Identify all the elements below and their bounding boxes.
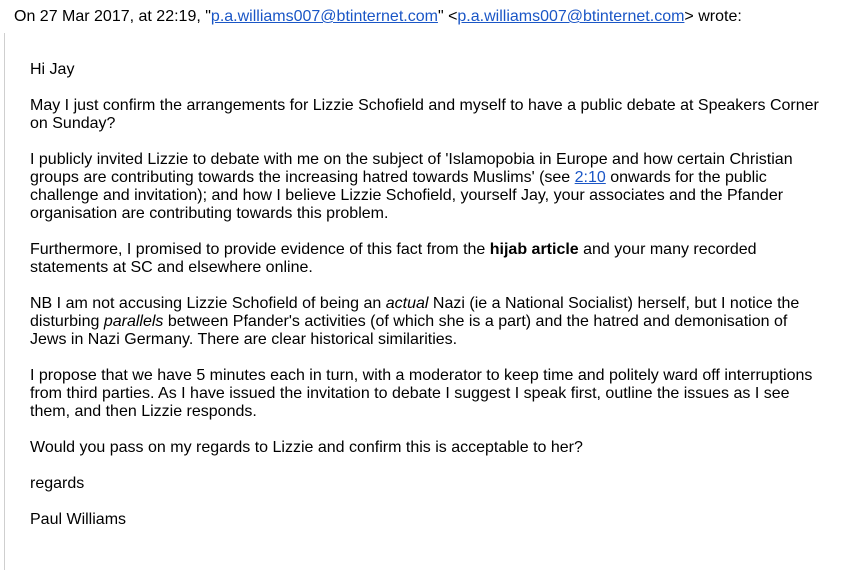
parallels-emphasis: parallels (103, 313, 164, 330)
quoted-message (30, 61, 820, 547)
hijab-article-emphasis: hijab article (489, 241, 579, 258)
nb-text-end: between Pfander's activities (of which she is a part) and the hatred and demonisation of Jews in Nazi Germany. There are clear historical similarities. (30, 313, 788, 348)
greeting: Hi Jay (30, 61, 75, 78)
evidence-text-start: Furthermore, I promised to provide evidence of this fact from the (30, 241, 490, 258)
paragraph-evidence (30, 241, 820, 277)
invitation-text-end: onwards for the public challenge and invitation); and how I believe Lizzie Schofield, yourself Jay, your associates and the Pfander organisation are contributing towards this problem. (30, 169, 784, 222)
paragraph-request: Would you pass on my regards to Lizzie and confirm this is acceptable to her? (30, 439, 583, 456)
quote-attribution (14, 8, 742, 26)
paragraph-invitation (30, 151, 820, 223)
attribution-prefix: On 27 Mar 2017, at 22:19, " (14, 8, 211, 25)
actual-emphasis: actual (385, 295, 429, 312)
signature: Paul Williams (30, 511, 127, 528)
attribution-suffix: > wrote: (684, 8, 742, 25)
evidence-text-end: and your many recorded statements at SC and elsewhere online. (30, 241, 757, 276)
sender-address-link[interactable]: p.a.williams007@btinternet.com (457, 8, 685, 25)
sender-email-link[interactable]: p.a.williams007@btinternet.com (210, 8, 438, 25)
closing: regards (30, 475, 85, 492)
quote-bar (4, 33, 5, 570)
paragraph-confirm: May I just confirm the arrangements for Lizzie Schofield and myself to have a public debate at Speakers Corner on Sunday? (30, 97, 819, 132)
timestamp-link[interactable]: 2:10 (574, 169, 606, 186)
invitation-text-start: I publicly invited Lizzie to debate with me on the subject of 'Islamopobia in Europe and how certain Christian groups are contributing towards the increasing hatred towards Muslims' (see (30, 151, 793, 186)
nb-text-start: NB I am not accusing Lizzie Schofield of being an (30, 295, 386, 312)
attribution-middle: " < (437, 8, 458, 25)
paragraph-proposal: I propose that we have 5 minutes each in turn, with a moderator to keep time and politely ward off interruptions from third parties. As I have issued the invitation to debate I suggest I speak first, outline the issues as I see them, and then Lizzie responds. (30, 367, 813, 420)
nb-text-middle: Nazi (ie a National Socialist) herself, but I notice the disturbing (30, 295, 800, 330)
paragraph-nb (30, 295, 820, 349)
